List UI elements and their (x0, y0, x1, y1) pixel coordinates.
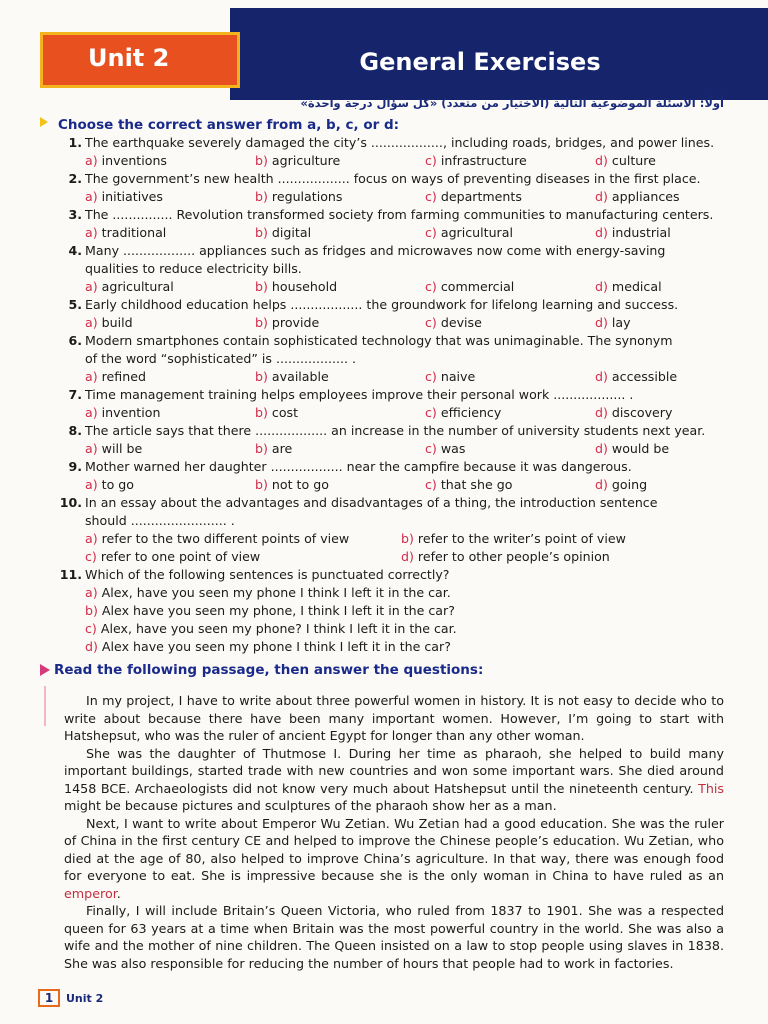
option-text: invention (97, 405, 161, 420)
question-text: Mother warned her daughter .................. near the campfire because it was dangerous. (85, 459, 632, 474)
answer-option (85, 548, 401, 566)
question-number: 7. (68, 387, 82, 402)
option-letter: c) (425, 279, 437, 294)
question-text: The article says that there .................. an increase in the number of university students next year. (85, 423, 706, 438)
option-text: naive (436, 369, 476, 384)
option-text: commercial (436, 279, 515, 294)
option-text: devise (436, 315, 482, 330)
answer-option (85, 278, 255, 296)
answer-option (85, 188, 255, 206)
option-text: accessible (607, 369, 678, 384)
option-letter: b) (255, 369, 268, 384)
answer-options (58, 278, 738, 296)
answer-option (85, 530, 401, 548)
passage-paragraph-4: Finally, I will include Britain’s Queen Victoria, who ruled from 1837 to 1901. She was a respected queen for 63 years at a time when Britain was the most powerful country in the world. She was also a wife and the mother of nine children. The Queen insisted on a law to stop people using slaves in 1838. She was also responsible for reducing the number of hours that people had to work in factories. (64, 903, 724, 971)
option-letter: c) (425, 225, 437, 240)
option-letter: c) (85, 621, 97, 636)
question-number: 6. (68, 333, 82, 348)
question-stem (58, 134, 738, 152)
answer-option (255, 440, 425, 458)
option-letter: d) (595, 477, 608, 492)
question-number: 10. (59, 495, 82, 510)
option-letter: a) (85, 153, 98, 168)
question-text: The ............... Revolution transformed society from farming communities to manufacturing centers. (85, 207, 714, 222)
question-text-continued: qualities to reduce electricity bills. (85, 261, 302, 276)
option-letter: d) (595, 279, 608, 294)
option-letter: d) (595, 441, 608, 456)
answer-options (58, 152, 738, 170)
option-letter: b) (255, 279, 268, 294)
answer-option (595, 278, 725, 296)
answer-option (255, 404, 425, 422)
option-letter: c) (425, 405, 437, 420)
answer-options (58, 224, 738, 242)
option-text: industrial (607, 225, 671, 240)
option-letter: d) (85, 639, 98, 654)
option-letter: c) (425, 369, 437, 384)
option-letter: d) (401, 549, 414, 564)
section1-heading: Choose the correct answer from a, b, c, or d: (58, 117, 400, 133)
option-letter: c) (425, 441, 437, 456)
option-text: medical (607, 279, 662, 294)
section2-heading-text: Read the following passage, then answer the questions: (54, 662, 484, 678)
option-letter: a) (85, 225, 98, 240)
question-number: 8. (68, 423, 82, 438)
answer-option (255, 224, 425, 242)
answer-options (58, 404, 738, 422)
option-text: Alex have you seen my phone I think I left it in the car? (97, 639, 451, 654)
question-text-continued: should ........................ . (85, 513, 235, 528)
option-text: going (607, 477, 648, 492)
answer-options (58, 548, 738, 566)
reading-passage (64, 692, 724, 972)
highlight-emperor: emperor (64, 885, 117, 901)
answer-options (58, 530, 738, 548)
triangle-bullet-icon (40, 664, 50, 676)
answer-option (85, 440, 255, 458)
answer-option (255, 476, 425, 494)
question-stem (58, 494, 738, 512)
unit-label: Unit 2 (88, 44, 170, 72)
answer-option (255, 368, 425, 386)
passage-paragraph-1: In my project, I have to write about three powerful women in history. It is not easy to decide who to write about because there have been many important women. However, I’m going to start with Hatshepsut, who was the ruler of ancient Egypt for longer than any other woman. (64, 693, 724, 743)
question-number: 9. (68, 459, 82, 474)
question-stem (58, 566, 738, 584)
option-letter: d) (595, 153, 608, 168)
question-stem (58, 206, 738, 224)
option-text: cost (267, 405, 299, 420)
option-text: regulations (267, 189, 343, 204)
answer-option (595, 440, 725, 458)
page-footer (38, 988, 103, 1008)
answer-option (595, 314, 725, 332)
option-text: refer to one point of view (96, 549, 261, 564)
answer-options (58, 368, 738, 386)
question-text: Early childhood education helps .................. the groundwork for lifelong learning and success. (85, 297, 679, 312)
answer-options (58, 314, 738, 332)
option-text: household (267, 279, 338, 294)
answer-option (425, 152, 595, 170)
answer-option (255, 188, 425, 206)
option-text: appliances (607, 189, 680, 204)
option-letter: b) (255, 315, 268, 330)
answer-options (58, 476, 738, 494)
option-letter: a) (85, 369, 98, 384)
option-text: initiatives (97, 189, 163, 204)
option-text: refer to the writer’s point of view (413, 531, 626, 546)
option-letter: a) (85, 531, 98, 546)
option-text: Alex, have you seen my phone? I think I left it in the car. (96, 621, 457, 636)
answer-option (85, 224, 255, 242)
answer-option (85, 404, 255, 422)
question-stem (58, 386, 738, 404)
answer-option (425, 404, 595, 422)
option-text: would be (607, 441, 670, 456)
answer-option (425, 440, 595, 458)
option-text: agricultural (436, 225, 513, 240)
option-letter: a) (85, 279, 98, 294)
page-number: 1 (38, 989, 60, 1007)
option-letter: d) (595, 315, 608, 330)
question-stem (58, 296, 738, 314)
question-number: 11. (59, 567, 82, 582)
option-text: was (436, 441, 466, 456)
option-text: digital (267, 225, 312, 240)
option-text: lay (607, 315, 631, 330)
option-letter: b) (255, 441, 268, 456)
option-text: are (267, 441, 293, 456)
question-number: 5. (68, 297, 82, 312)
option-text: build (97, 315, 133, 330)
option-letter: c) (425, 189, 437, 204)
question-text: Modern smartphones contain sophisticated technology that was unimaginable. The synonym (85, 333, 673, 348)
option-letter: b) (401, 531, 414, 546)
answer-option (425, 314, 595, 332)
answer-options (58, 440, 738, 458)
option-letter: a) (85, 441, 98, 456)
questions-list (58, 134, 738, 656)
answer-option (85, 476, 255, 494)
option-letter: d) (595, 369, 608, 384)
option-letter: b) (255, 225, 268, 240)
option-letter: d) (595, 405, 608, 420)
yellow-marker-icon (40, 117, 48, 127)
option-letter: d) (595, 225, 608, 240)
answer-option (595, 404, 725, 422)
option-text: that she go (436, 477, 513, 492)
answer-option (425, 224, 595, 242)
option-letter: d) (595, 189, 608, 204)
answer-option (85, 152, 255, 170)
answer-option (58, 584, 738, 602)
answer-option (58, 638, 738, 656)
answer-option (425, 188, 595, 206)
option-text: will be (97, 441, 143, 456)
option-text: culture (607, 153, 656, 168)
option-text: refined (97, 369, 146, 384)
option-letter: a) (85, 189, 98, 204)
option-letter: c) (425, 477, 437, 492)
question-text: The earthquake severely damaged the city’s .................., including roads, bridges, and power lines. (85, 135, 715, 150)
question-number: 4. (68, 243, 82, 258)
question-text-continued: of the word “sophisticated” is .................. . (85, 351, 357, 366)
answer-option (85, 314, 255, 332)
option-text: Alex have you seen my phone, I think I left it in the car? (97, 603, 455, 618)
option-letter: b) (85, 603, 98, 618)
option-letter: c) (425, 153, 437, 168)
answer-option (595, 188, 725, 206)
option-text: traditional (97, 225, 167, 240)
option-text: infrastructure (436, 153, 527, 168)
answer-option (401, 530, 717, 548)
passage-paragraph-3: Next, I want to write about Emperor Wu Zetian. Wu Zetian had a good education. She was the ruler of China in the first century CE and helped to improve the Chinese people’s education. Wu Zetian, who died at the age of 80, also helped to improve China’s agriculture. In that way, there was enough food for everyone to eat. She is impressive because she is the only woman in China to have ruled as an emperor. (64, 815, 724, 901)
answer-option (85, 368, 255, 386)
answer-option (58, 602, 738, 620)
option-text: agricultural (97, 279, 174, 294)
option-letter: c) (425, 315, 437, 330)
question-text: The government’s new health .................. focus on ways of preventing diseases in the first place. (85, 171, 701, 186)
answer-option (425, 368, 595, 386)
answer-option (595, 152, 725, 170)
passage-paragraph-2: She was the daughter of Thutmose I. During her time as pharaoh, she helped to build many important buildings, started trade with new countries and won some important wars. She died around 1458 BCE. Archaeologists did not know very much about Hatshepsut until the nineteenth century. This might be because pictures and sculptures of the pharaoh show her as a man. (64, 745, 724, 813)
option-letter: b) (255, 189, 268, 204)
answer-option (425, 278, 595, 296)
question-text: Which of the following sentences is punctuated correctly? (85, 567, 450, 582)
option-text: inventions (97, 153, 167, 168)
question-text: Time management training helps employees improve their personal work .................. . (85, 387, 634, 402)
question-number: 2. (68, 171, 82, 186)
option-letter: a) (85, 477, 98, 492)
option-letter: b) (255, 477, 268, 492)
margin-bar (44, 686, 46, 726)
question-stem (58, 332, 738, 350)
highlight-this: This (698, 780, 724, 796)
question-stem (58, 170, 738, 188)
question-stem (58, 242, 738, 260)
option-letter: a) (85, 585, 98, 600)
page-header (0, 8, 768, 92)
option-text: provide (267, 315, 320, 330)
option-letter: b) (255, 405, 268, 420)
page-title: General Exercises (359, 48, 601, 76)
option-text: departments (436, 189, 522, 204)
question-text: Many .................. appliances such as fridges and microwaves now come with energy-saving (85, 243, 666, 258)
footer-unit-label: Unit 2 (66, 991, 104, 1005)
arabic-instruction: أولًا: الأسئلة الموضوعية التالية (الاختيار من متعدد) «كل سؤال درجة واحدة» (300, 96, 724, 110)
option-letter: c) (85, 549, 97, 564)
option-text: efficiency (436, 405, 502, 420)
answer-option (401, 548, 717, 566)
option-text: not to go (267, 477, 329, 492)
option-text: discovery (607, 405, 673, 420)
question-stem (58, 422, 738, 440)
option-letter: a) (85, 405, 98, 420)
answer-option (595, 368, 725, 386)
answer-option (58, 620, 738, 638)
section2-heading (40, 662, 483, 678)
option-letter: a) (85, 315, 98, 330)
answer-option (255, 278, 425, 296)
answer-options (58, 188, 738, 206)
option-text: refer to other people’s opinion (413, 549, 610, 564)
option-text: Alex, have you seen my phone I think I left it in the car. (97, 585, 451, 600)
question-stem (58, 458, 738, 476)
question-number: 3. (68, 207, 82, 222)
answer-option (595, 476, 725, 494)
answer-option (255, 152, 425, 170)
question-text: In an essay about the advantages and disadvantages of a thing, the introduction sentence (85, 495, 658, 510)
option-letter: b) (255, 153, 268, 168)
question-number: 1. (68, 135, 82, 150)
option-text: to go (97, 477, 134, 492)
answer-option (425, 476, 595, 494)
option-text: available (267, 369, 329, 384)
option-text: refer to the two different points of view (97, 531, 350, 546)
answer-option (595, 224, 725, 242)
option-text: agriculture (267, 153, 341, 168)
answer-option (255, 314, 425, 332)
